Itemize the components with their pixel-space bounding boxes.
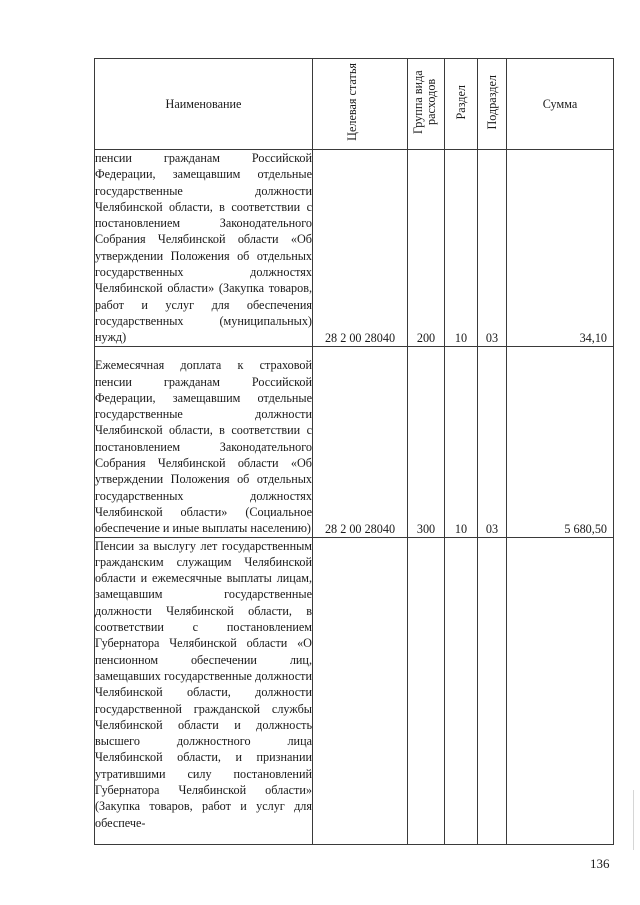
- table-header-row: [95, 59, 614, 150]
- row-section: 10: [445, 346, 478, 537]
- header-expense-group-label: Группа вида расходов: [411, 70, 438, 134]
- row-expense-group: [408, 537, 445, 844]
- header-name: Наименование: [95, 59, 313, 150]
- row-target-article: 28 2 00 28040: [313, 150, 408, 347]
- row-section: 10: [445, 150, 478, 347]
- table-row: [95, 346, 614, 537]
- row-name-cell: [95, 537, 313, 844]
- row-target-article: 28 2 00 28040: [313, 346, 408, 537]
- budget-table: [94, 58, 614, 845]
- header-target-article-label: Целевая статья: [345, 63, 359, 141]
- header-section: [445, 59, 478, 150]
- row-subsection: [478, 537, 507, 844]
- header-section-label: Раздел: [453, 84, 468, 120]
- row-target-article: [313, 537, 408, 844]
- header-subsection: [478, 59, 507, 150]
- page-number: 136: [590, 856, 610, 871]
- row-name: Пенсии за выслугу лет государственным гражданским служащим Челябинской области и ежемесячные выплаты лицам, замещавшим государственные должности Челябинской области, в соответствии с постановлением Губернатора Челябинской области «О пенсионном обеспечении лиц, замещавших государственные должности Челябинской области, должности государственной гражданской службы Челябинской области и должность высшего должностного лица Челябинской области, и признании утратившими силу постановлений Губернатора Челябинской области» (Закупка товаров, работ и услуг для обеспече-: [95, 538, 312, 830]
- row-subsection: 03: [478, 346, 507, 537]
- scan-edge-mark: [633, 790, 634, 850]
- row-name-cell: [95, 150, 313, 347]
- row-subsection: 03: [478, 150, 507, 347]
- row-name: Ежемесячная доплата к страховой пенсии гражданам Российской Федерации, замещавшим отдельные государственные должности Челябинской области, в соответствии с постановлением Законодательного Собрания Челябинской области «Об утверждении Положения об отдельных государственных должностях Челябинской области» (Социальное обеспечение и иные выплаты населению): [95, 358, 312, 536]
- row-name: пенсии гражданам Российской Федерации, замещавшим отдельные государственные должности Челябинской области, в соответствии с постановлением Законодательного Собрания Челябинской области «Об утверждении Положения об отдельных государственных должностях Челябинской области» (Закупка товаров, работ и услуг для обеспечения государственных (муниципальных) нужд): [95, 151, 312, 345]
- header-sum: Сумма: [507, 59, 614, 150]
- row-sum: 5 680,50: [507, 346, 614, 537]
- table-row: [95, 537, 614, 844]
- row-expense-group: 200: [408, 150, 445, 347]
- header-subsection-label: Подраздел: [484, 74, 499, 130]
- row-name-cell: [95, 346, 313, 537]
- row-section: [445, 537, 478, 844]
- header-expense-group: [408, 59, 445, 150]
- row-sum: [507, 537, 614, 844]
- row-sum: 34,10: [507, 150, 614, 347]
- table-row: [95, 150, 614, 347]
- row-expense-group: 300: [408, 346, 445, 537]
- header-target-article: [313, 59, 408, 150]
